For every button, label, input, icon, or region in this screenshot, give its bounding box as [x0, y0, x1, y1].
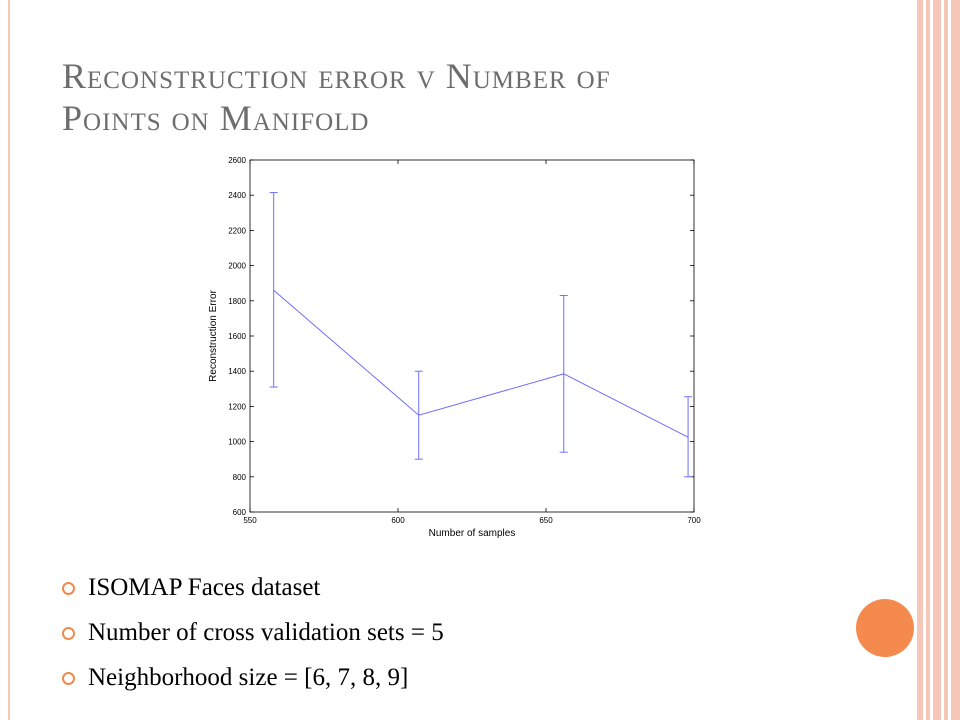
bullet-item: [62, 655, 444, 700]
y-tick-label: 2400: [228, 191, 246, 201]
bullet-text: ISOMAP Faces dataset: [88, 574, 321, 601]
bullet-item: [62, 610, 444, 655]
chart-container: [200, 150, 720, 545]
x-tick-label: 600: [391, 516, 405, 525]
y-tick-label: 1800: [228, 296, 246, 306]
slide-title-line-1: Reconstruction error v Number of: [62, 56, 611, 96]
bullet-circle-icon: [62, 672, 75, 685]
y-tick-label: 2200: [228, 226, 246, 236]
slide-title: [62, 55, 882, 139]
y-tick-label: 2600: [228, 156, 246, 165]
decorative-orange-circle: [856, 599, 914, 657]
left-border-line: [8, 0, 10, 720]
plot-background: [250, 160, 694, 512]
slide-title-line-2: Points on Manifold: [62, 98, 370, 138]
x-tick-label: 550: [243, 516, 257, 525]
y-tick-label: 1600: [228, 332, 246, 341]
y-axis-label: Reconstruction Error: [208, 290, 219, 382]
x-tick-label: 700: [687, 516, 701, 525]
bullet-circle-icon: [62, 627, 75, 640]
y-tick-label: 1400: [228, 367, 246, 377]
reconstruction-error-chart: [200, 150, 720, 545]
right-decorative-stripes: [917, 0, 960, 720]
bullet-text: Number of cross validation sets = 5: [88, 619, 444, 646]
y-tick-label: 800: [232, 472, 246, 482]
bullet-circle-icon: [62, 582, 75, 595]
y-tick-label: 1000: [228, 437, 246, 447]
y-tick-label: 600: [232, 508, 246, 517]
bullet-item: [62, 565, 444, 610]
x-tick-label: 650: [539, 516, 553, 525]
y-tick-label: 1200: [228, 402, 246, 412]
bullet-text: Neighborhood size = [6, 7, 8, 9]: [88, 664, 409, 691]
bullet-list: [62, 565, 444, 700]
x-axis-label: Number of samples: [428, 528, 516, 539]
y-tick-label: 2000: [228, 261, 246, 271]
